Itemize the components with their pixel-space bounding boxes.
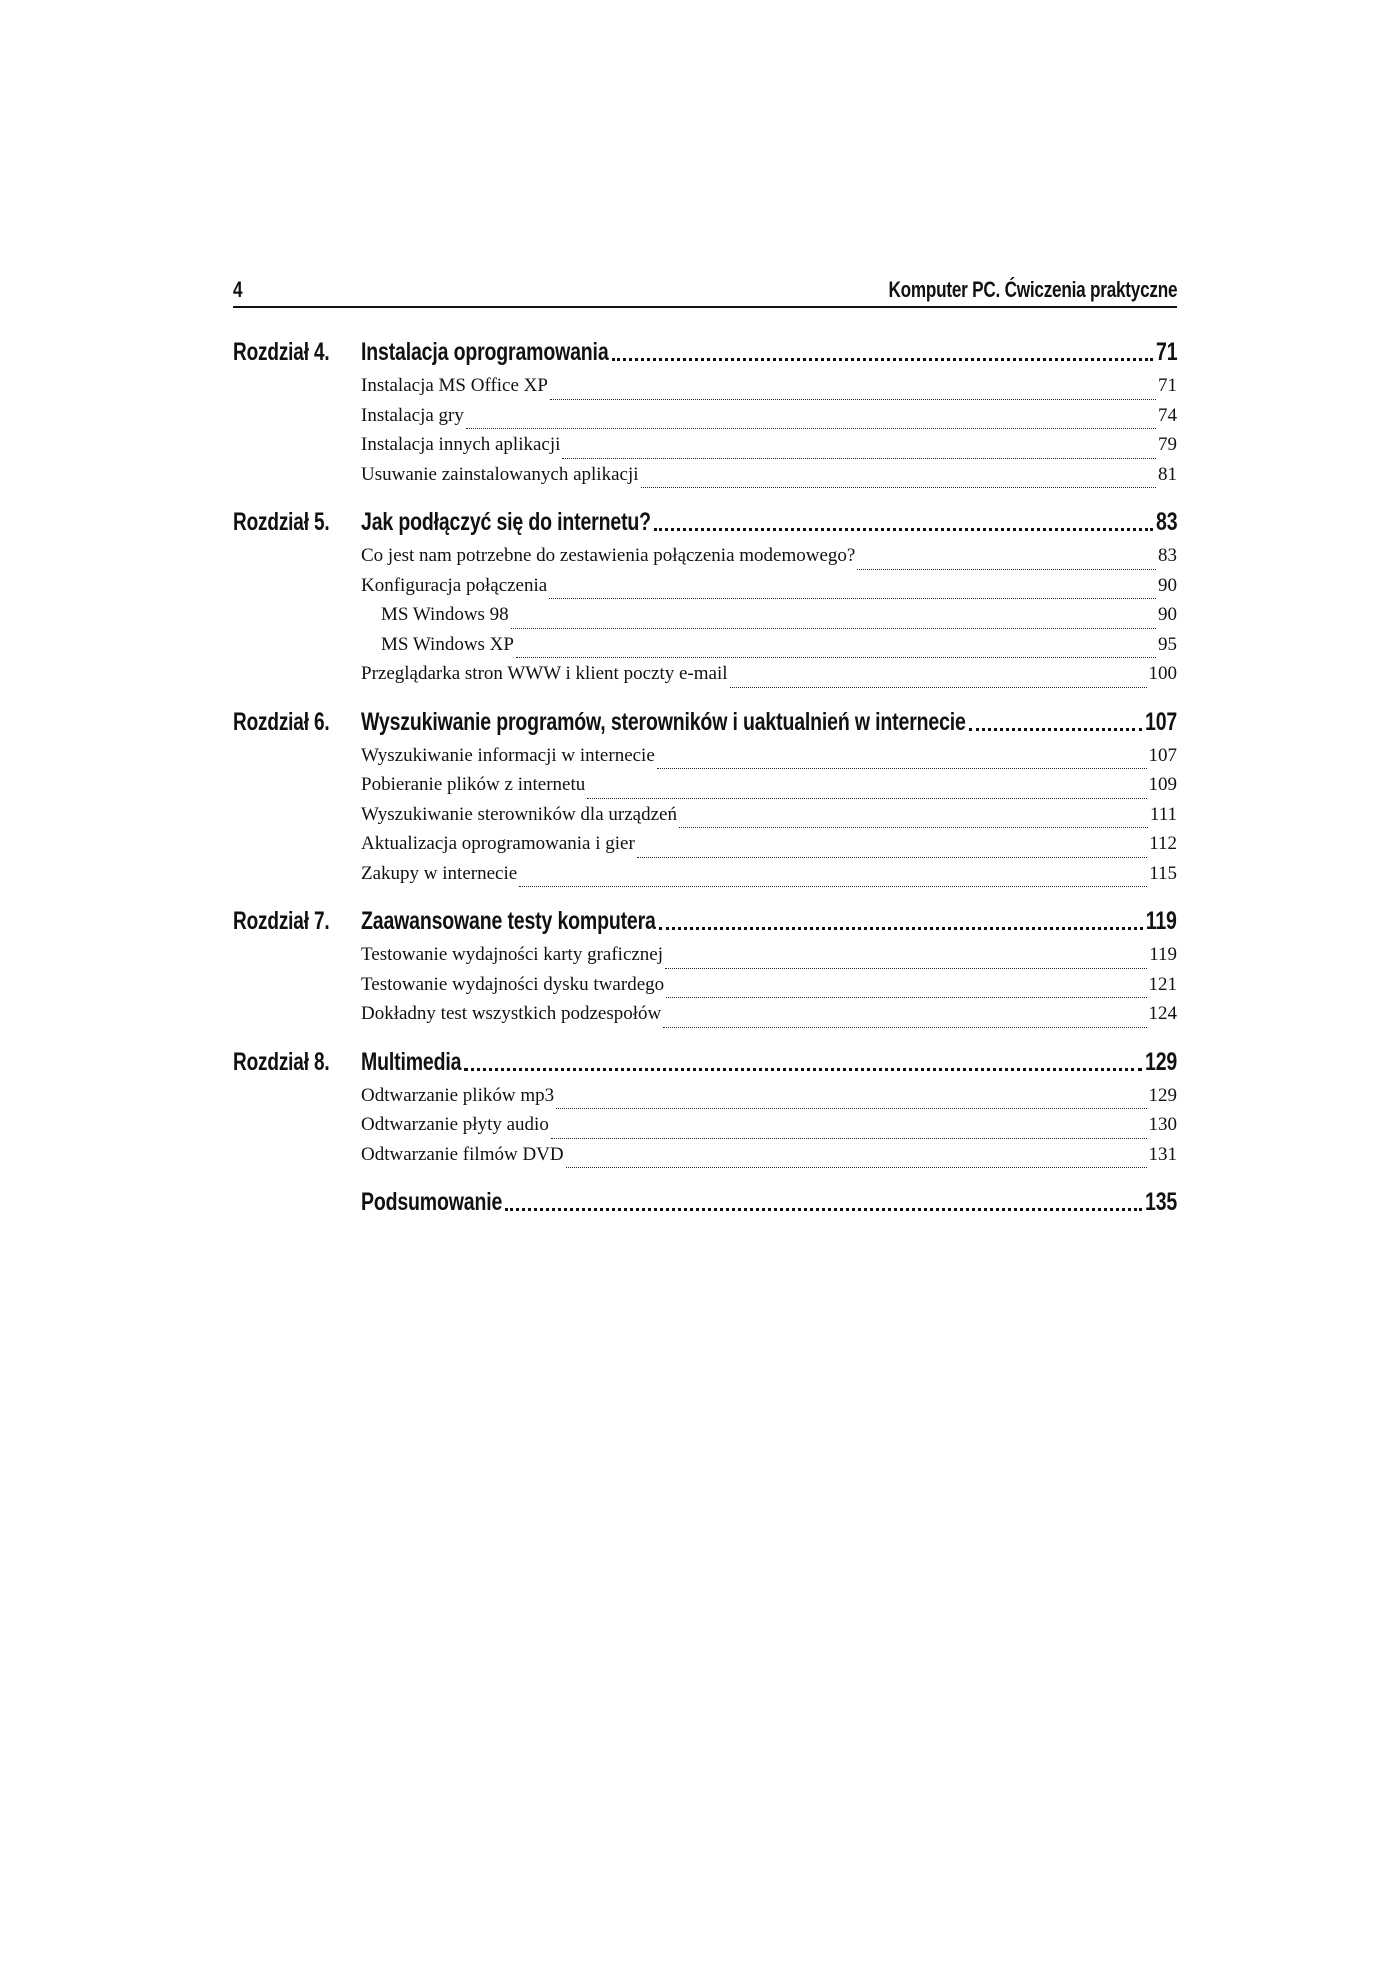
chapter-title-line	[361, 338, 1177, 367]
dot-leader	[464, 1068, 1142, 1071]
chapter-title[interactable]: Instalacja oprogramowania	[361, 338, 609, 366]
dot-leader	[641, 487, 1156, 488]
summary-title[interactable]: Podsumowanie	[361, 1188, 503, 1216]
chapter-heading-row	[233, 333, 1177, 367]
toc-entry[interactable]	[361, 434, 1177, 464]
dot-leader	[516, 657, 1156, 658]
toc-entry[interactable]	[361, 944, 1177, 974]
chapter-label: Rozdział 5.	[233, 508, 330, 536]
entry-title: Zakupy w internecie	[361, 862, 518, 884]
chapter-heading-row	[233, 902, 1177, 936]
toc-entry[interactable]	[361, 863, 1177, 893]
entry-title: Co jest nam potrzebne do zestawienia połączenia modemowego?	[361, 545, 856, 566]
toc-subentry[interactable]	[361, 604, 1177, 634]
entry-page-number: 90	[1158, 574, 1177, 596]
dot-leader	[612, 358, 1153, 361]
chapter-title[interactable]: Jak podłączyć się do internetu?	[361, 508, 651, 536]
dot-leader	[466, 428, 1156, 429]
summary-title-line	[361, 1188, 1177, 1217]
toc-entry[interactable]	[361, 405, 1177, 435]
toc-chapter	[233, 1043, 1177, 1174]
toc-chapter	[233, 333, 1177, 493]
dot-leader	[665, 968, 1147, 969]
chapter-label: Rozdział 4.	[233, 338, 330, 366]
entry-title: Przeglądarka stron WWW i klient poczty e-mail	[361, 663, 728, 684]
dot-leader	[659, 927, 1143, 930]
entry-title: Dokładny test wszystkich podzespołów	[361, 1003, 662, 1024]
header-book-title: Komputer PC. Ćwiczenia praktyczne	[888, 277, 1177, 302]
chapter-entries	[361, 745, 1177, 893]
chapter-heading-row	[233, 503, 1177, 537]
dot-leader	[730, 687, 1147, 688]
entry-page-number: 83	[1158, 545, 1177, 566]
chapter-entries	[361, 1085, 1177, 1174]
dot-leader	[637, 857, 1147, 858]
entry-title: Aktualizacja oprogramowania i gier	[361, 833, 635, 854]
dot-leader	[666, 997, 1146, 998]
dot-leader	[511, 628, 1156, 629]
chapter-entries	[361, 375, 1177, 493]
chapter-title-line	[361, 1048, 1177, 1077]
chapter-title-line	[361, 708, 1177, 737]
entry-page-number: 129	[1148, 1084, 1177, 1106]
chapter-entries	[361, 944, 1177, 1033]
entry-page-number: 121	[1148, 973, 1177, 995]
chapter-title-line	[361, 508, 1177, 537]
dot-leader	[654, 528, 1153, 531]
entry-page-number: 79	[1158, 434, 1177, 455]
toc-entry[interactable]	[361, 774, 1177, 804]
toc-entry[interactable]	[361, 464, 1177, 494]
chapter-label: Rozdział 8.	[233, 1047, 330, 1076]
entry-title: MS Windows XP	[381, 633, 514, 655]
entry-page-number: 90	[1158, 604, 1177, 625]
entry-title: MS Windows 98	[381, 604, 509, 625]
toc-entry[interactable]	[361, 1144, 1177, 1174]
dot-leader	[556, 1108, 1146, 1109]
entry-page-number: 124	[1148, 1003, 1177, 1024]
chapter-title[interactable]: Wyszukiwanie programów, sterowników i uaktualnień w internecie	[361, 707, 966, 736]
entry-title: Instalacja gry	[361, 404, 464, 426]
dot-leader	[857, 569, 1156, 570]
entry-title: Odtwarzanie plików mp3	[361, 1084, 555, 1106]
entry-page-number: 111	[1149, 803, 1177, 825]
entry-page-number: 81	[1158, 463, 1177, 485]
chapter-title[interactable]: Multimedia	[361, 1047, 462, 1076]
dot-leader	[969, 728, 1142, 731]
dot-leader	[657, 768, 1147, 769]
toc-chapter	[233, 703, 1177, 893]
toc-entry[interactable]	[361, 1114, 1177, 1144]
chapter-page-number: 83	[1155, 508, 1177, 536]
toc-entry[interactable]	[361, 375, 1177, 405]
dot-leader	[550, 399, 1156, 400]
toc-entry[interactable]	[361, 974, 1177, 1004]
entry-page-number: 131	[1148, 1143, 1177, 1165]
dot-leader	[519, 886, 1147, 887]
chapter-entries	[361, 545, 1177, 693]
toc-subentry[interactable]	[361, 634, 1177, 664]
running-header	[233, 270, 1177, 308]
summary-row	[233, 1183, 1177, 1217]
toc-entry[interactable]	[361, 663, 1177, 693]
dot-leader	[587, 798, 1146, 799]
entry-title: Odtwarzanie płyty audio	[361, 1114, 549, 1135]
toc-entry[interactable]	[361, 745, 1177, 775]
chapter-page-number: 129	[1144, 1047, 1177, 1076]
table-of-contents	[233, 333, 1177, 1217]
dot-leader	[551, 1138, 1147, 1139]
chapter-label: Rozdział 6.	[233, 707, 330, 736]
entry-page-number: 112	[1149, 833, 1177, 854]
dot-leader	[679, 827, 1148, 828]
entry-page-number: 130	[1148, 1114, 1177, 1135]
entry-page-number: 119	[1149, 944, 1177, 965]
entry-title: Konfiguracja połączenia	[361, 574, 548, 596]
entry-title: Usuwanie zainstalowanych aplikacji	[361, 463, 639, 485]
entry-title: Odtwarzanie filmów DVD	[361, 1143, 564, 1165]
entry-page-number: 115	[1149, 862, 1177, 884]
toc-entry[interactable]	[361, 1003, 1177, 1033]
summary-page-number: 135	[1144, 1188, 1177, 1216]
chapter-title[interactable]: Zaawansowane testy komputera	[361, 907, 656, 935]
entry-title: Instalacja innych aplikacji	[361, 434, 561, 455]
chapter-label: Rozdział 7.	[233, 907, 330, 935]
dot-leader	[566, 1167, 1147, 1168]
entry-page-number: 109	[1148, 774, 1177, 795]
toc-entry[interactable]	[361, 804, 1177, 834]
dot-leader	[562, 458, 1156, 459]
dot-leader	[505, 1208, 1142, 1211]
entry-page-number: 100	[1148, 663, 1177, 684]
entry-title: Instalacja MS Office XP	[361, 375, 548, 396]
entry-title: Wyszukiwanie sterowników dla urządzeń	[361, 803, 677, 825]
dot-leader	[663, 1027, 1146, 1028]
chapter-page-number: 119	[1146, 907, 1177, 935]
entry-title: Testowanie wydajności karty graficznej	[361, 944, 664, 965]
chapter-heading-row	[233, 703, 1177, 737]
entry-title: Testowanie wydajności dysku twardego	[361, 973, 665, 995]
dot-leader	[549, 598, 1156, 599]
entry-title: Pobieranie plików z internetu	[361, 774, 586, 795]
chapter-title-line	[361, 907, 1177, 936]
toc-entry[interactable]	[361, 545, 1177, 575]
entry-page-number: 71	[1158, 375, 1177, 396]
entry-page-number: 95	[1158, 633, 1177, 655]
chapter-heading-row	[233, 1043, 1177, 1077]
header-page-number: 4	[233, 277, 243, 302]
toc-chapter	[233, 902, 1177, 1033]
toc-entry[interactable]	[361, 575, 1177, 605]
toc-entry[interactable]	[361, 833, 1177, 863]
chapter-page-number: 107	[1144, 707, 1177, 736]
toc-chapter	[233, 503, 1177, 693]
entry-page-number: 107	[1148, 744, 1177, 766]
entry-page-number: 74	[1158, 404, 1177, 426]
chapter-page-number: 71	[1155, 338, 1177, 366]
entry-title: Wyszukiwanie informacji w internecie	[361, 744, 655, 766]
toc-entry[interactable]	[361, 1085, 1177, 1115]
